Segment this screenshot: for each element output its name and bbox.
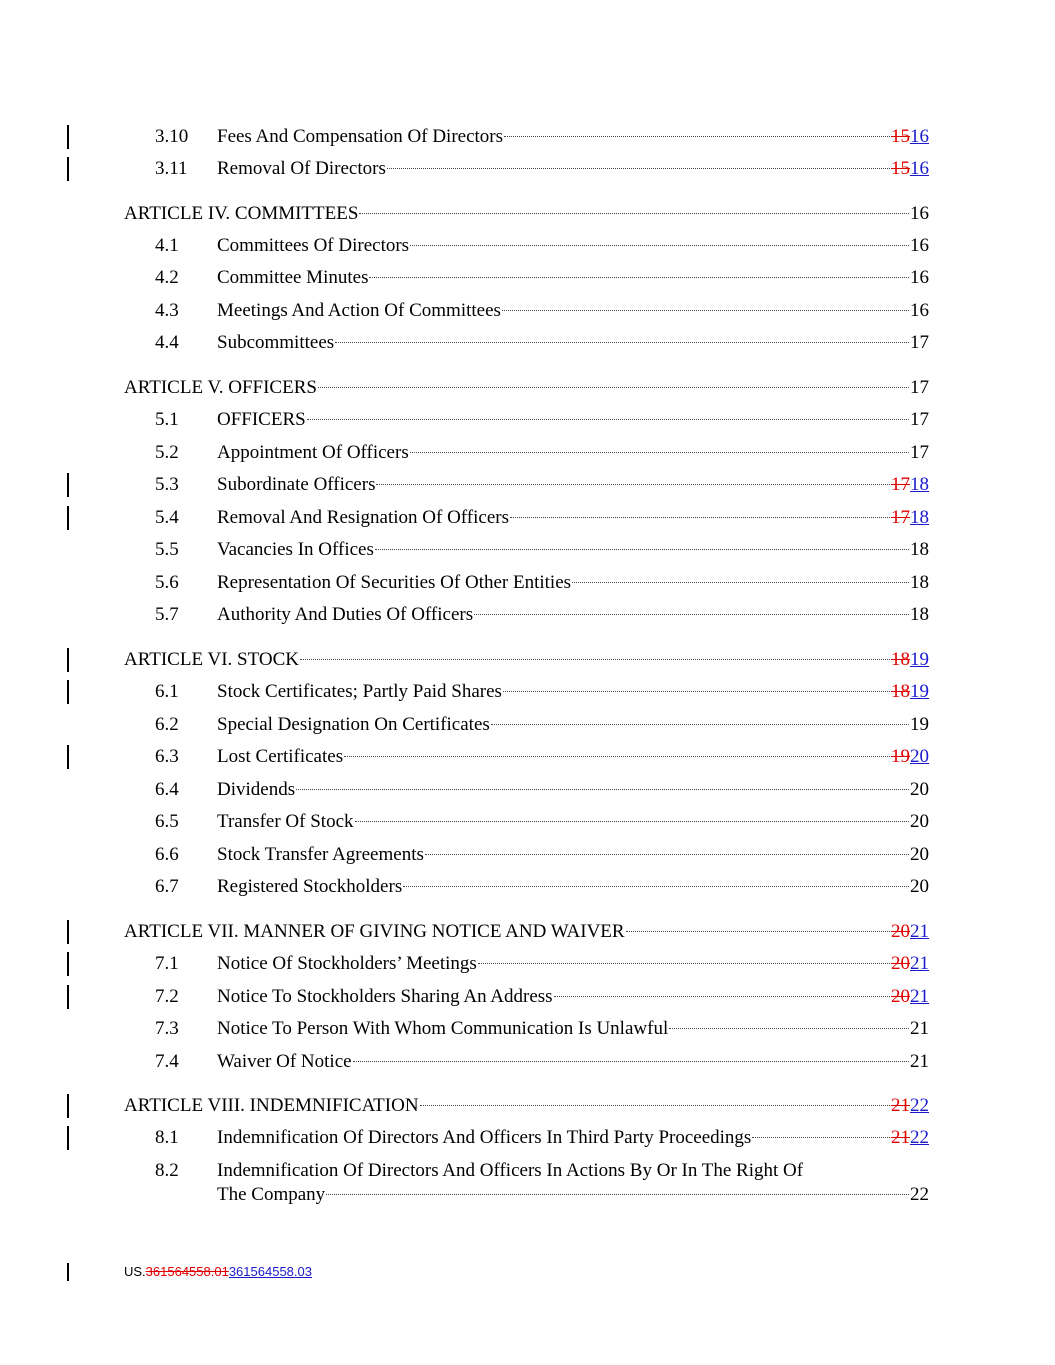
dot-leader (410, 245, 909, 246)
section-number: 5.4 (155, 507, 179, 528)
section-number: 6.7 (155, 876, 179, 897)
page-number: 17 (910, 409, 929, 430)
deleted-page-number: 17 (891, 474, 910, 495)
toc-entry[interactable] (0, 951, 1055, 977)
dot-leader (474, 614, 909, 615)
change-bar (67, 985, 69, 1009)
section-title: OFFICERS (217, 409, 306, 430)
toc-entry[interactable] (0, 570, 1055, 596)
section-number: 5.7 (155, 604, 179, 625)
dot-leader (344, 756, 890, 757)
section-number: 5.6 (155, 572, 179, 593)
toc-entry[interactable] (0, 984, 1055, 1010)
deleted-page-number: 21 (891, 1127, 910, 1148)
dot-leader (572, 582, 909, 583)
section-title: Waiver Of Notice (217, 1051, 352, 1072)
section-title: Special Designation On Certificates (217, 714, 490, 735)
page-number: 19 (910, 714, 929, 735)
section-number: 7.3 (155, 1018, 179, 1039)
toc-entry[interactable] (0, 537, 1055, 563)
page-number: 20 (910, 844, 929, 865)
section-number: 7.1 (155, 953, 179, 974)
change-bar (67, 648, 69, 672)
dot-leader (359, 213, 909, 214)
page-number: 18 (910, 572, 929, 593)
toc-entry[interactable] (0, 330, 1055, 356)
section-title: Appointment Of Officers (217, 442, 409, 463)
dot-leader (752, 1137, 890, 1138)
page-number: 17 (910, 377, 929, 398)
dot-leader (376, 484, 890, 485)
change-bar (67, 1094, 69, 1118)
inserted-page-number[interactable]: 16 (910, 126, 929, 147)
page-number: 20 (910, 876, 929, 897)
inserted-page-number[interactable]: 19 (910, 681, 929, 702)
toc-entry[interactable] (0, 842, 1055, 868)
section-number: 5.1 (155, 409, 179, 430)
section-number: 6.2 (155, 714, 179, 735)
toc-entry[interactable] (0, 602, 1055, 628)
page-number: 18 (910, 604, 929, 625)
page-number: 20 (910, 811, 929, 832)
toc-entry[interactable] (0, 472, 1055, 498)
article-title: ARTICLE VII. MANNER OF GIVING NOTICE AND WAIVER (124, 921, 625, 942)
section-title: Meetings And Action Of Committees (217, 300, 501, 321)
section-number: 4.1 (155, 235, 179, 256)
toc-entry-continuation[interactable] (0, 1182, 1055, 1208)
dot-leader (669, 1028, 909, 1029)
section-title: Removal And Resignation Of Officers (217, 507, 509, 528)
toc-entry[interactable] (0, 505, 1055, 531)
article-title: ARTICLE VIII. INDEMNIFICATION (124, 1095, 419, 1116)
deleted-page-number: 19 (891, 746, 910, 767)
deleted-doc-id: 361564558.01 (145, 1264, 229, 1279)
section-title: Stock Certificates; Partly Paid Shares (217, 681, 502, 702)
dot-leader (300, 659, 890, 660)
deleted-page-number: 18 (891, 649, 910, 670)
change-bar (67, 680, 69, 704)
page-number: 16 (910, 300, 929, 321)
section-number: 3.10 (155, 126, 189, 147)
page-number: 16 (910, 235, 929, 256)
toc-entry[interactable] (0, 265, 1055, 291)
toc-entry[interactable] (0, 1158, 1055, 1184)
inserted-page-number[interactable]: 21 (910, 921, 929, 942)
dot-leader (387, 168, 890, 169)
dot-leader (375, 549, 909, 550)
section-title: Notice To Stockholders Sharing An Address (217, 986, 553, 1007)
inserted-page-number[interactable]: 21 (910, 986, 929, 1007)
doc-id-prefix: US. (124, 1264, 146, 1279)
section-title: Representation Of Securities Of Other Entities (217, 572, 572, 593)
section-number: 8.1 (155, 1127, 179, 1148)
deleted-page-number: 15 (891, 158, 910, 179)
section-number: 8.2 (155, 1160, 179, 1181)
section-number: 7.2 (155, 986, 179, 1007)
dot-leader (510, 517, 890, 518)
section-title: Dividends (217, 779, 296, 800)
change-bar (67, 157, 69, 181)
section-title: Committee Minutes (217, 267, 369, 288)
toc-entry[interactable] (0, 407, 1055, 433)
dot-leader (554, 996, 890, 997)
toc-entry[interactable] (0, 298, 1055, 324)
dot-leader (410, 452, 909, 453)
dot-leader (491, 724, 909, 725)
page-number: 17 (910, 332, 929, 353)
page-number: 21 (910, 1018, 929, 1039)
inserted-page-number[interactable]: 20 (910, 746, 929, 767)
toc-entry[interactable] (0, 809, 1055, 835)
toc-entry[interactable] (0, 712, 1055, 738)
dot-leader (503, 691, 890, 692)
page-number (891, 505, 929, 531)
section-title: The Company (217, 1184, 326, 1205)
dot-leader (403, 886, 909, 887)
section-number: 4.4 (155, 332, 179, 353)
page-number (891, 951, 929, 977)
dot-leader (420, 1105, 890, 1106)
article-title: ARTICLE VI. STOCK (124, 649, 299, 670)
section-title: Authority And Duties Of Officers (217, 604, 474, 625)
page-number (891, 984, 929, 1010)
toc-article[interactable] (0, 1093, 1055, 1119)
deleted-page-number: 20 (891, 921, 910, 942)
deleted-page-number: 20 (891, 986, 910, 1007)
section-title: Notice Of Stockholders’ Meetings (217, 953, 477, 974)
toc-entry[interactable] (0, 1049, 1055, 1075)
section-number: 6.3 (155, 746, 179, 767)
section-title: Fees And Compensation Of Directors (217, 126, 504, 147)
page-number (891, 744, 929, 770)
page-number (891, 156, 929, 182)
dot-leader (307, 419, 909, 420)
section-title: Lost Certificates (217, 746, 344, 767)
section-title: Subordinate Officers (217, 474, 376, 495)
dot-leader (335, 342, 909, 343)
page-number: 20 (910, 779, 929, 800)
inserted-doc-id[interactable]: 361564558.03 (228, 1264, 312, 1279)
toc-entry[interactable] (0, 1016, 1055, 1042)
section-number: 7.4 (155, 1051, 179, 1072)
article-title: ARTICLE V. OFFICERS (124, 377, 317, 398)
toc-entry[interactable] (0, 156, 1055, 182)
deleted-page-number: 18 (891, 681, 910, 702)
page-number: 18 (910, 539, 929, 560)
deleted-page-number: 21 (891, 1095, 910, 1116)
toc-entry[interactable] (0, 440, 1055, 466)
toc-entry[interactable] (0, 124, 1055, 150)
inserted-page-number[interactable]: 16 (910, 158, 929, 179)
section-title: Removal Of Directors (217, 158, 386, 179)
toc-article[interactable] (0, 647, 1055, 673)
dot-leader (369, 277, 909, 278)
section-number: 6.1 (155, 681, 179, 702)
dot-leader (502, 310, 909, 311)
deleted-page-number: 15 (891, 126, 910, 147)
inserted-page-number[interactable]: 19 (910, 649, 929, 670)
section-number: 5.2 (155, 442, 179, 463)
page-number (891, 679, 929, 705)
toc-article[interactable] (0, 919, 1055, 945)
dot-leader (353, 1061, 909, 1062)
section-number: 4.2 (155, 267, 179, 288)
inserted-page-number[interactable]: 18 (910, 507, 929, 528)
deleted-page-number: 20 (891, 953, 910, 974)
toc-entry[interactable] (0, 679, 1055, 705)
section-title: Notice To Person With Whom Communication Is Unlawful (217, 1018, 669, 1039)
page-number (891, 647, 929, 673)
deleted-page-number: 17 (891, 507, 910, 528)
change-bar (67, 745, 69, 769)
change-bar (67, 952, 69, 976)
toc-article[interactable] (0, 201, 1055, 227)
article-title: ARTICLE IV. COMMITTEES (124, 203, 359, 224)
toc-entry[interactable] (0, 777, 1055, 803)
page-number (891, 1093, 929, 1119)
change-bar (67, 1263, 69, 1281)
dot-leader (504, 136, 890, 137)
dot-leader (626, 931, 890, 932)
toc-entry[interactable] (0, 233, 1055, 259)
inserted-page-number[interactable]: 22 (910, 1095, 929, 1116)
inserted-page-number[interactable]: 18 (910, 474, 929, 495)
page-number: 22 (910, 1184, 929, 1205)
page-number: 16 (910, 267, 929, 288)
section-number: 3.11 (155, 158, 188, 179)
change-bar (67, 1126, 69, 1150)
section-number: 4.3 (155, 300, 179, 321)
toc-entry[interactable] (0, 744, 1055, 770)
document-id-footer (124, 1264, 312, 1279)
section-title-line-1: Indemnification Of Directors And Officers In Actions By Or In The Right Of (217, 1160, 804, 1181)
change-bar (67, 125, 69, 149)
section-number: 6.6 (155, 844, 179, 865)
change-bar (67, 506, 69, 530)
section-title: Stock Transfer Agreements (217, 844, 424, 865)
toc-entry[interactable] (0, 1125, 1055, 1151)
section-title: Committees Of Directors (217, 235, 410, 256)
dot-leader (425, 854, 909, 855)
dot-leader (355, 821, 909, 822)
section-number: 5.3 (155, 474, 179, 495)
page-number: 17 (910, 442, 929, 463)
section-number: 6.4 (155, 779, 179, 800)
dot-leader (478, 963, 890, 964)
page-number: 16 (910, 203, 929, 224)
section-title: Subcommittees (217, 332, 335, 353)
dot-leader (326, 1194, 909, 1195)
toc-entry[interactable] (0, 874, 1055, 900)
page-number (891, 124, 929, 150)
page-number (891, 919, 929, 945)
section-title: Indemnification Of Directors And Officers In Third Party Proceedings (217, 1127, 752, 1148)
inserted-page-number[interactable]: 21 (910, 953, 929, 974)
toc-article[interactable] (0, 375, 1055, 401)
dot-leader (296, 789, 909, 790)
section-title: Transfer Of Stock (217, 811, 354, 832)
dot-leader (318, 387, 909, 388)
section-number: 5.5 (155, 539, 179, 560)
section-number: 6.5 (155, 811, 179, 832)
page-number (891, 1125, 929, 1151)
section-title: Registered Stockholders (217, 876, 403, 897)
change-bar (67, 473, 69, 497)
section-title: Vacancies In Offices (217, 539, 374, 560)
change-bar (67, 920, 69, 944)
page-number (891, 472, 929, 498)
inserted-page-number[interactable]: 22 (910, 1127, 929, 1148)
page-number: 21 (910, 1051, 929, 1072)
